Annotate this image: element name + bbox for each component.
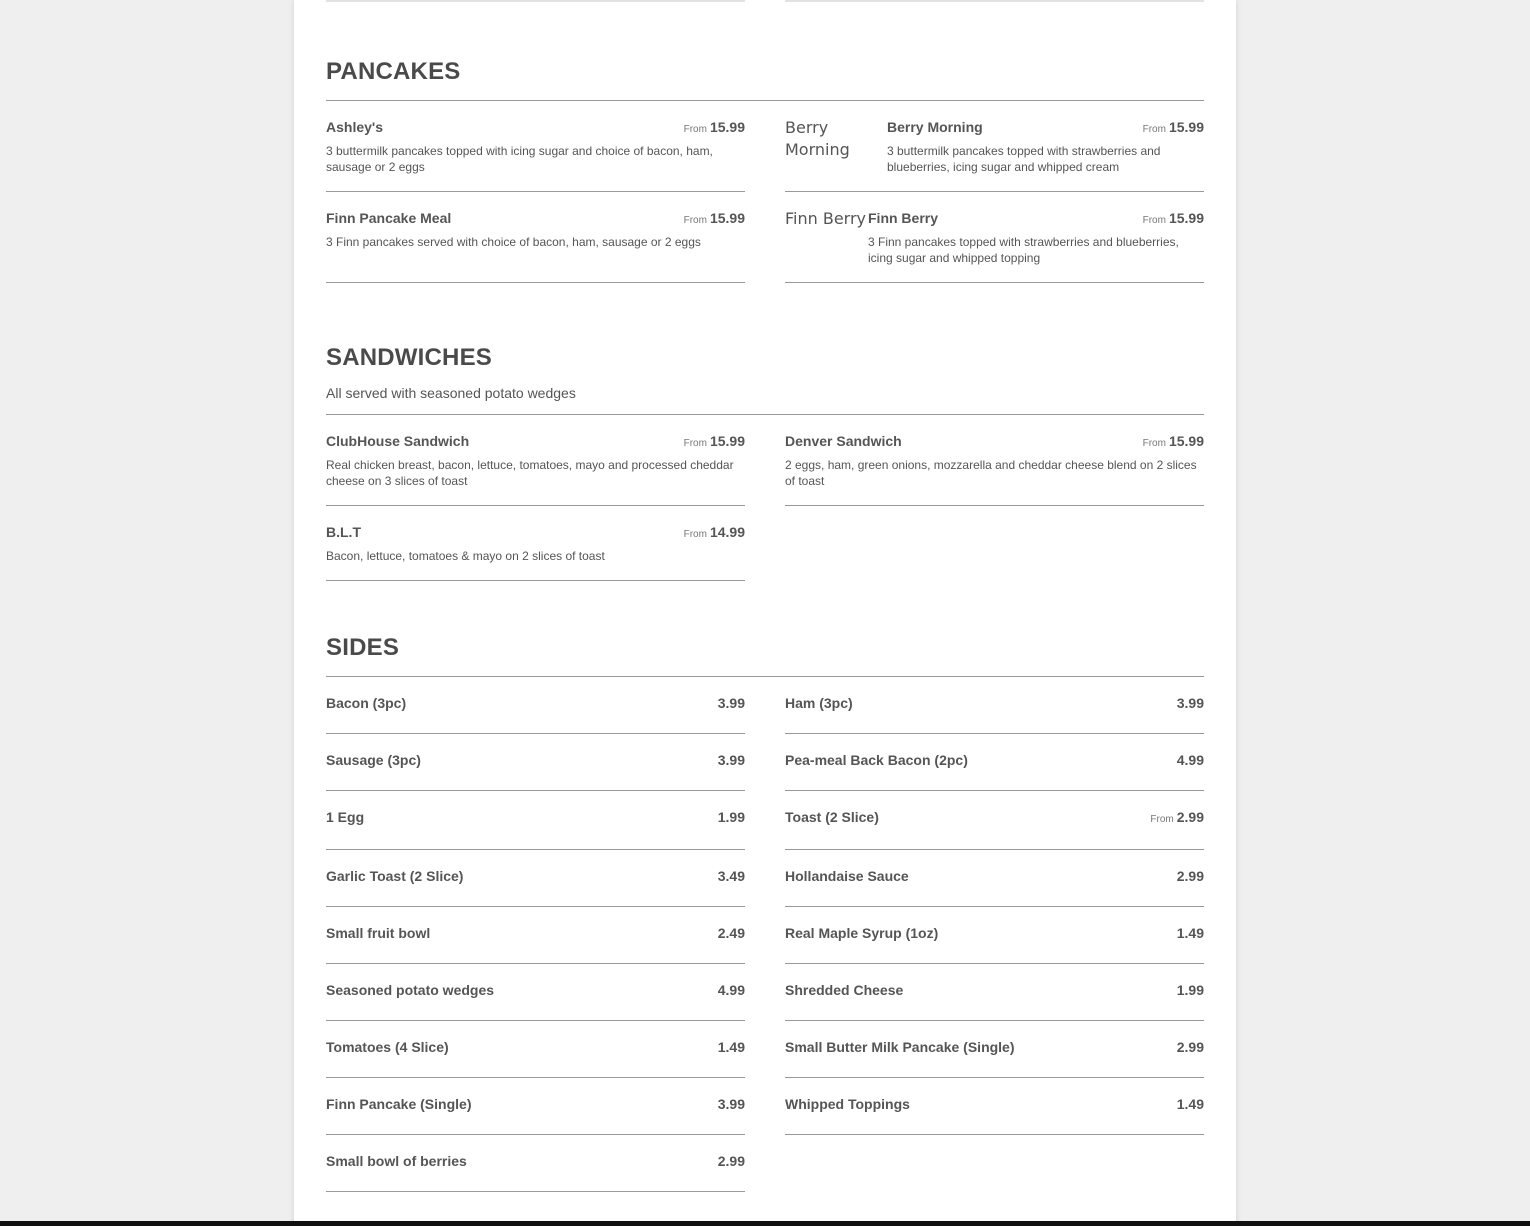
item-price: 4.99 xyxy=(717,982,745,998)
item-price: 2.99 xyxy=(1176,868,1204,884)
item-price: 1.49 xyxy=(717,1039,745,1055)
item-description: Real chicken breast, bacon, lettuce, tomatoes, mayo and processed cheddar cheese on 3 slices of toast xyxy=(326,458,734,488)
menu-item[interactable] xyxy=(326,192,745,283)
side-item[interactable] xyxy=(326,677,745,734)
side-item[interactable] xyxy=(785,850,1204,907)
item-name: Bacon (3pc) xyxy=(326,695,407,711)
menu-item[interactable] xyxy=(785,415,1204,506)
menu-item[interactable] xyxy=(326,506,745,581)
item-name: Denver Sandwich xyxy=(785,433,902,449)
previous-item-divider xyxy=(785,0,1204,2)
item-price: 2.49 xyxy=(717,925,745,941)
item-name: B.L.T xyxy=(326,524,361,540)
item-price: From 15.99 xyxy=(1142,119,1204,135)
item-price: 3.99 xyxy=(717,752,745,768)
item-name: Finn Pancake Meal xyxy=(326,210,452,226)
item-price: 1.49 xyxy=(1176,925,1204,941)
item-price: 3.49 xyxy=(717,868,745,884)
item-name: Small bowl of berries xyxy=(326,1153,467,1169)
item-name: Small Butter Milk Pancake (Single) xyxy=(785,1039,1015,1055)
item-price: From 14.99 xyxy=(683,524,745,540)
item-price: 1.99 xyxy=(717,809,745,825)
item-price: From 15.99 xyxy=(683,210,745,226)
side-item[interactable] xyxy=(785,907,1204,964)
side-item[interactable] xyxy=(326,907,745,964)
side-item[interactable] xyxy=(326,1021,745,1078)
item-image: Finn Berry xyxy=(785,209,867,228)
item-price: 3.99 xyxy=(1176,695,1204,711)
menu-item[interactable] xyxy=(785,101,1204,192)
item-name: Whipped Toppings xyxy=(785,1096,910,1112)
item-name: Shredded Cheese xyxy=(785,982,904,998)
item-name: Pea-meal Back Bacon (2pc) xyxy=(785,752,968,768)
side-item[interactable] xyxy=(326,791,745,850)
menu-item[interactable] xyxy=(785,192,1204,283)
menu-item[interactable] xyxy=(326,415,745,506)
item-price: 2.99 xyxy=(1176,1039,1204,1055)
item-description: 2 eggs, ham, green onions, mozzarella and cheddar cheese blend on 2 slices of toast xyxy=(785,458,1197,488)
item-name: Toast (2 Slice) xyxy=(785,809,879,825)
item-description: 3 buttermilk pancakes topped with strawberries and blueberries, icing sugar and whipped cream xyxy=(887,144,1161,174)
item-name: Small fruit bowl xyxy=(326,925,431,941)
item-name: Ham (3pc) xyxy=(785,695,853,711)
pancakes-section xyxy=(326,58,1204,283)
item-name: ClubHouse Sandwich xyxy=(326,433,470,449)
item-price: From 2.99 xyxy=(1150,809,1204,825)
item-name: Finn Pancake (Single) xyxy=(326,1096,472,1112)
section-subtitle: All served with seasoned potato wedges xyxy=(326,385,576,401)
item-name: Finn Berry xyxy=(868,210,939,226)
side-item[interactable] xyxy=(785,791,1204,850)
previous-item-divider xyxy=(326,0,745,2)
side-item[interactable] xyxy=(326,850,745,907)
section-title: PANCAKES xyxy=(326,58,461,85)
item-image: Berry Morning xyxy=(785,118,850,159)
side-item[interactable] xyxy=(785,734,1204,791)
item-name: Hollandaise Sauce xyxy=(785,868,909,884)
side-item[interactable] xyxy=(785,964,1204,1021)
item-description: 3 Finn pancakes topped with strawberries and blueberries, icing sugar and whipped topping xyxy=(868,235,1179,265)
side-item[interactable] xyxy=(326,734,745,791)
item-name: 1 Egg xyxy=(326,809,365,825)
item-price: From 15.99 xyxy=(1142,210,1204,226)
side-item[interactable] xyxy=(785,677,1204,734)
section-title: SANDWICHES xyxy=(326,344,493,371)
item-description: 3 Finn pancakes served with choice of bacon, ham, sausage or 2 eggs xyxy=(326,235,701,249)
item-description: 3 buttermilk pancakes topped with icing sugar and choice of bacon, ham, sausage or 2 eggs xyxy=(326,144,713,174)
section-title: SIDES xyxy=(326,634,400,661)
item-name: Tomatoes (4 Slice) xyxy=(326,1039,449,1055)
side-item[interactable] xyxy=(326,1135,745,1192)
item-price: 3.99 xyxy=(717,1096,745,1112)
item-name: Ashley's xyxy=(326,119,384,135)
page-footer-bar xyxy=(0,1221,1530,1226)
item-price: 4.99 xyxy=(1176,752,1204,768)
menu-item[interactable] xyxy=(326,101,745,192)
side-item[interactable] xyxy=(326,1078,745,1135)
item-name: Real Maple Syrup (1oz) xyxy=(785,925,939,941)
item-price: From 15.99 xyxy=(683,433,745,449)
item-price: From 15.99 xyxy=(683,119,745,135)
side-item[interactable] xyxy=(785,1021,1204,1078)
item-price: From 15.99 xyxy=(1142,433,1204,449)
item-name: Berry Morning xyxy=(887,119,983,135)
item-description: Bacon, lettuce, tomatoes & mayo on 2 slices of toast xyxy=(326,549,605,563)
item-name: Seasoned potato wedges xyxy=(326,982,495,998)
side-item[interactable] xyxy=(785,1078,1204,1135)
side-item[interactable] xyxy=(326,964,745,1021)
item-name: Sausage (3pc) xyxy=(326,752,421,768)
item-price: 2.99 xyxy=(717,1153,745,1169)
sides-section xyxy=(326,634,1204,1192)
sandwiches-section xyxy=(326,344,1204,581)
item-price: 1.49 xyxy=(1176,1096,1204,1112)
item-price: 1.99 xyxy=(1176,982,1204,998)
item-name: Garlic Toast (2 Slice) xyxy=(326,868,464,884)
item-price: 3.99 xyxy=(717,695,745,711)
